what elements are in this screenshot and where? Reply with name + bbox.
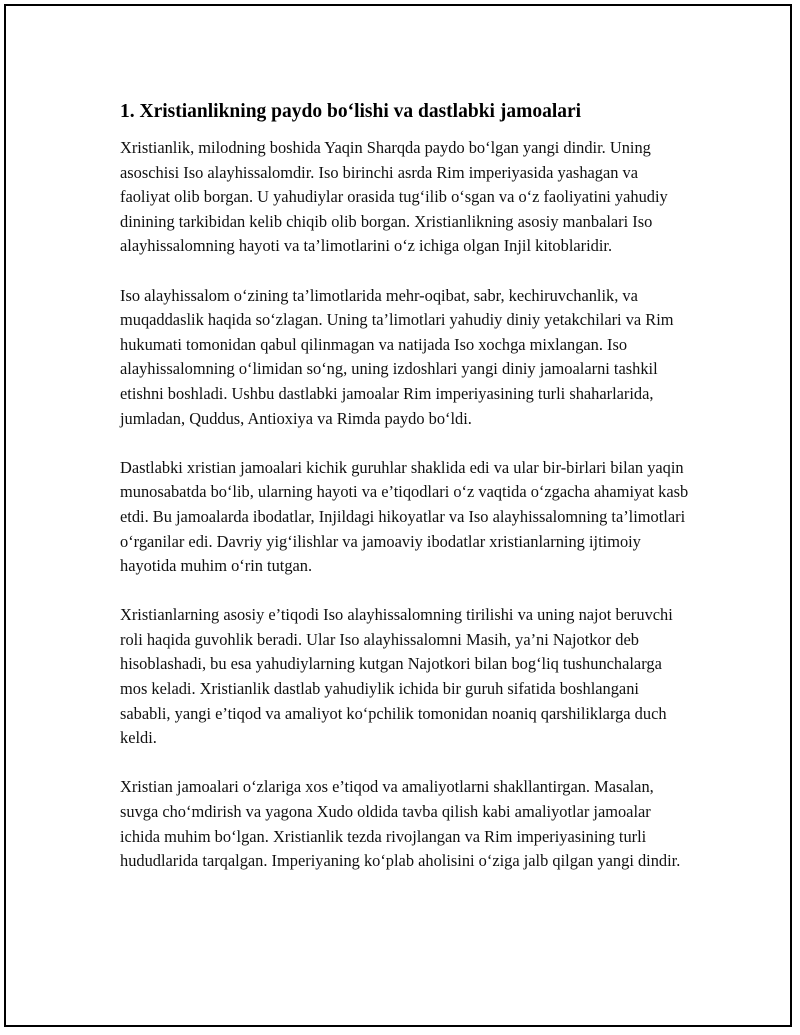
paragraph: Iso alayhissalom o‘zining ta’limotlarida mehr-oqibat, sabr, kechiruvchanlik, va muqaddaslik haqida so‘zlagan. Uning ta’limotlari yahudiy diniy yetakchilari va Rim hukumati tomonidan qabul qilinmagan va natijada Iso xochga mixlangan. Iso alayhissalomning o‘limidan so‘ng, uning izdoshlari yangi diniy jamoalarni tashkil etishni boshladi. Ushbu dastlabki jamoalar Rim imperiyasining turli shaharlarida, jumladan, Quddus, Antioxiya va Rimda paydo bo‘ldi. (120, 285, 674, 428)
page-frame (4, 4, 792, 1027)
paragraph: Xristian jamoalari o‘zlariga xos e’tiqod va amaliyotlarni shakllantirgan. Masalan, suvga cho‘mdirish va yagona Xudo oldida tavba qilish kabi amaliyotlar jamoalar ichida muhim bo‘lgan. Xristianlik tezda rivojlangan va Rim imperiyasining turli hududlarida tarqalgan. Imperiyaning ko‘plab aholisini o‘ziga jalb qilgan yangi dindir. (120, 777, 681, 871)
paragraph: Xristianlarning asosiy e’tiqodi Iso alayhissalomning tirilishi va uning najot beruvchi roli haqida guvohlik beradi. Ular Iso alayhissalomni Masih, ya’ni Najotkor deb hisoblashadi, bu esa yahudiylarning kutgan Najotkori bilan bog‘liq tushunchalarga mos keladi. Xristianlik dastlab yahudiylik ichida bir guruh sifatida boshlangani sababli, yangi e’tiqod va amaliyot ko‘pchilik tomonidan noaniq qarshiliklarga duch keldi. (120, 605, 673, 748)
document-body (120, 98, 692, 898)
paragraph: Xristianlik, milodning boshida Yaqin Sharqda paydo bo‘lgan yangi dindir. Uning asoschisi Iso alayhissalomdir. Iso birinchi asrda Rim imperiyasida yashagan va faoliyat olib borgan. U yahudiylar orasida tug‘ilib o‘sgan va o‘z faoliyatini yahudiy dinining tarkibidan kelib chiqib olib borgan. Xristianlikning asosiy manbalari Iso alayhissalomning hayoti va ta’limotlarini o‘z ichiga olgan Injil kitoblaridir. (120, 138, 668, 256)
paragraph: Dastlabki xristian jamoalari kichik guruhlar shaklida edi va ular bir-birlari bilan yaqin munosabatda bo‘lib, ularning hayoti va e’tiqodlari o‘z vaqtida o‘zgacha ahamiyat kasb etdi. Bu jamoalarda ibodatlar, Injildagi hikoyatlar va Iso alayhissalomning ta’limotlari o‘rganilar edi. Davriy yig‘ilishlar va jamoaviy ibodatlar xristianlarning ijtimoiy hayotida muhim o‘rin tutgan. (120, 457, 689, 576)
section-heading: 1. Xristianlikning paydo bo‘lishi va dastlabki jamoalari (120, 101, 582, 122)
